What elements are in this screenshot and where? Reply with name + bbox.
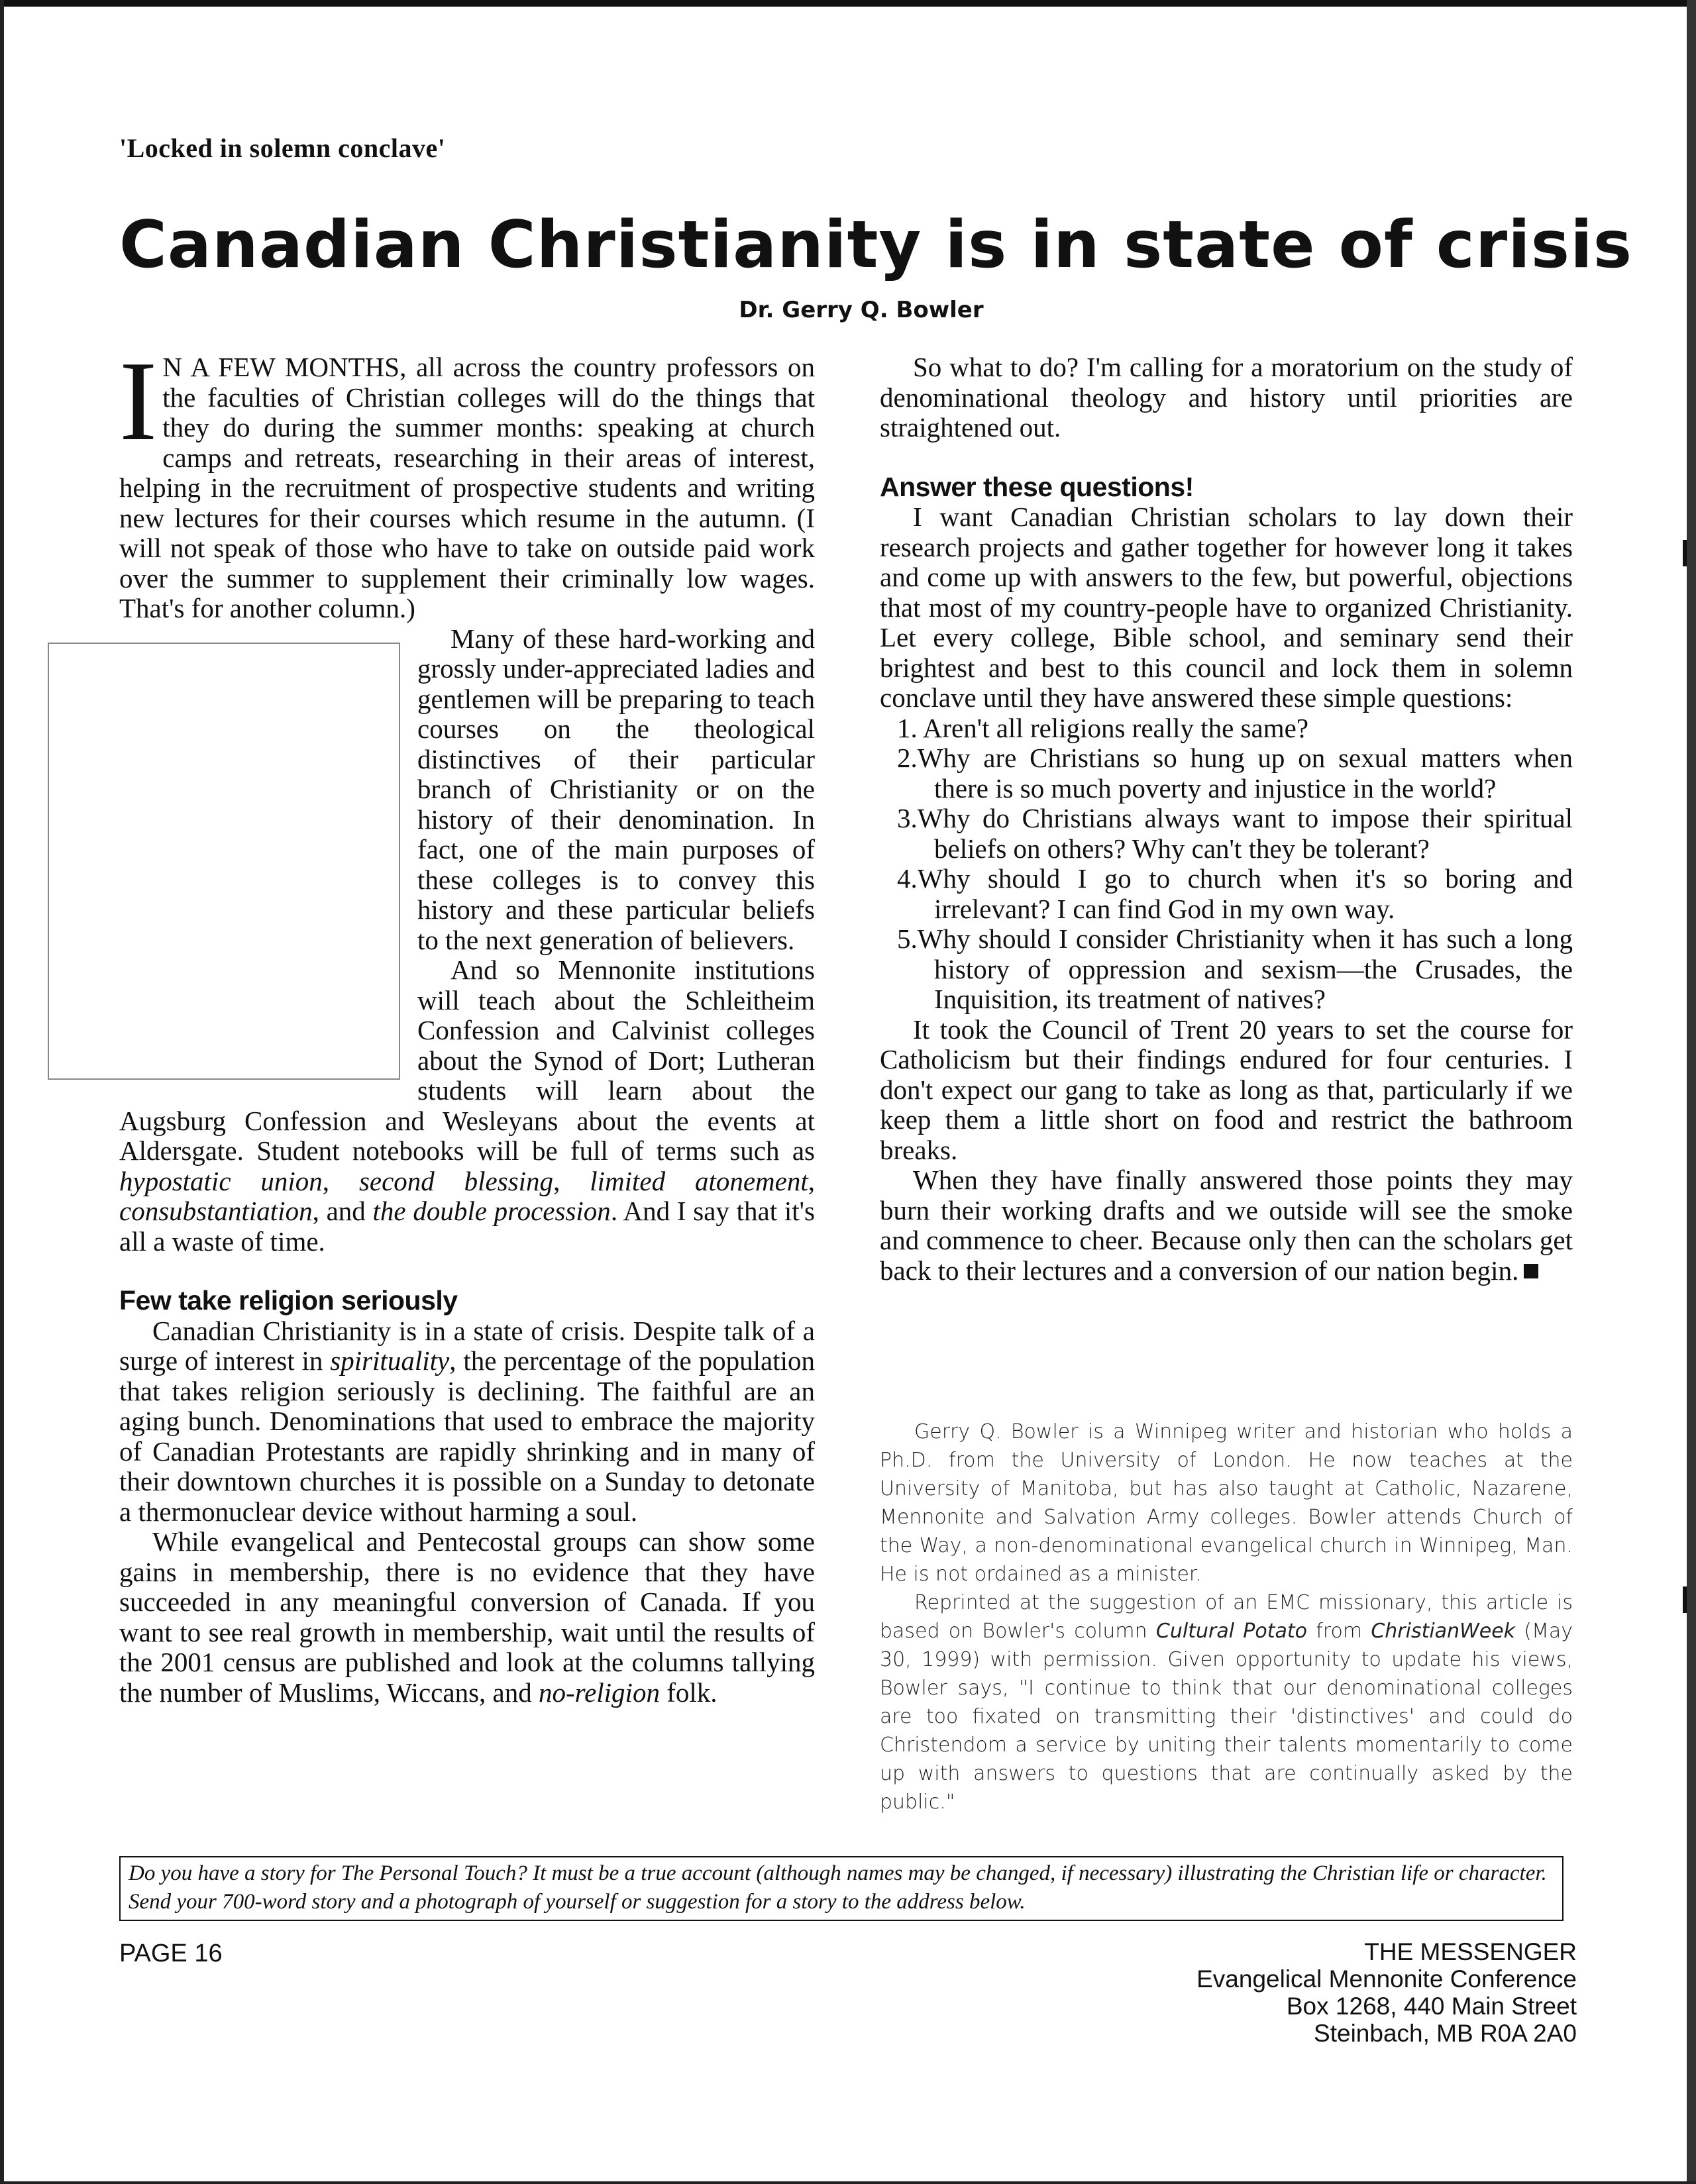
author-bio — [880, 1418, 1573, 1816]
bio-text: (May 30, 1999) with permission. Given opportunity to update his views, Bowler says, "I continue to think that our denominational colleges are too fixated on transmitting their 'distinctives' and could do Christendom a service by uniting their talents momentarily to come up with answers to questions that are continually asked by the public." — [880, 1620, 1573, 1814]
paragraph-1 — [119, 338, 815, 624]
paragraph-9 — [880, 1165, 1573, 1286]
publisher-address — [1196, 1938, 1577, 2047]
emphasis: no-religion — [538, 1677, 660, 1708]
paragraph-4-text: Canadian Christianity is in a state of crisis. Despite talk of a surge of interest in — [119, 1315, 815, 1376]
paragraph-8: It took the Council of Trent 20 years to set the course for Catholicism but their findings endured for four centuries. I don't expect our gang to take as long as that, particularly if we keep them a little short on food and restrict the bathroom breaks. — [880, 1014, 1573, 1165]
question-item: 2.Why are Christians so hung up on sexual matters when there is so much poverty and injustice in the world? — [897, 743, 1573, 804]
emphasis: spirituality — [330, 1345, 450, 1376]
page-number: PAGE 16 — [119, 1940, 223, 1967]
address-line: THE MESSENGER — [1364, 1938, 1577, 1965]
term: the double procession — [372, 1196, 611, 1226]
question-item: 5.Why should I consider Christianity when it has such a long history of oppression and sexism—the Crusades, the Inquisition, its treatment of natives? — [897, 923, 1573, 1014]
right-column — [880, 352, 1573, 1286]
paragraph-5 — [119, 1527, 815, 1708]
spacer — [119, 1257, 815, 1286]
scan-edge-right — [1687, 0, 1696, 2184]
paragraph-7: I want Canadian Christian scholars to lay down their research projects and gather together for however long it takes and come up with answers to the few, but powerful, objections that most of my country-people have to organized Christianity. Let every college, Bible school, and seminary send their brightest and best to this council and lock them in solemn conclave until they have answered these simple questions: — [880, 501, 1573, 713]
subheading-few-take-religion: Few take religion seriously — [119, 1285, 458, 1316]
paragraph-2 — [119, 624, 815, 956]
separator: , — [322, 1165, 359, 1196]
paragraph-9-text: When they have finally answered those points they may burn their working drafts and we outside will see the smoke and commence to cheer. Because only then can the scholars get back to their lectures and a conversion of our nation begin. — [880, 1165, 1573, 1286]
bio-text: from — [1307, 1620, 1371, 1643]
paragraph-6: So what to do? I'm calling for a moratorium on the study of denominational theology and history until priorities are straightened out. — [880, 352, 1573, 442]
scan-mark — [1683, 1586, 1687, 1613]
paragraph-1-text: N A FEW MONTHS, all across the country professors on the faculties of Christian colleges will do the things that they do during the summer months: speaking at church camps and retreats, researching in their areas of interest, helping in the recruitment of prospective students and writing new lectures for their courses which resume in the autumn. (I will not speak of those who have to take on outside paid work over the summer to supplement their criminally low wages. That's for another column.) — [119, 352, 815, 623]
address-line: Evangelical Mennonite Conference — [1196, 1965, 1577, 1993]
paragraph-3-text: And so Mennonite institutions will teach about the Schleitheim Confession and Calvinist colleges about the Synod of Dort; Lutheran students will learn about the Augsburg Confession and Wesleyans about the events at Aldersgate. Student notebooks will be full of terms such as — [119, 955, 815, 1166]
drop-cap: I — [119, 338, 158, 464]
paragraph-5-text: While evangelical and Pentecostal groups can show some gains in membership, there is no evidence that they have succeeded in any meaningful conversion of Canada. If you want to see real growth in membership, wait until the results of the 2001 census are published and look at the columns tallying the number of Muslims, Wiccans, and — [119, 1526, 815, 1708]
article-title: Canadian Christianity is in state of crisis — [119, 207, 1633, 283]
column-name: Cultural Potato — [1155, 1620, 1307, 1643]
paragraph-5-end: folk. — [659, 1677, 717, 1708]
term: limited atonement — [590, 1165, 808, 1196]
photo-placeholder — [48, 643, 400, 1080]
end-mark-icon — [1524, 1264, 1538, 1278]
term: consubstantiation — [119, 1196, 313, 1226]
separator: , and — [312, 1196, 373, 1226]
paragraph-4 — [119, 1316, 815, 1528]
paragraph-4-end: , the percentage of the population that takes religion seriously is declining. The faithful are an aging bunch. Denominations that used to embrace the majority of Canadian Protestants are rapidly shrinking and in many of their downtown churches it is possible on a Sunday to detonate a thermonuclear device without harming a soul. — [119, 1345, 815, 1527]
question-item: 4.Why should I go to church when it's so boring and irrelevant? I can find God in my own way. — [897, 863, 1573, 924]
story-callout-box: Do you have a story for The Personal Touch? It must be a true account (although names may be changed, if necessary) illustrating the Christian life or character. Send your 700-word story and a photograph of yourself or suggestion for a story to the address below. — [119, 1856, 1564, 1921]
kicker: 'Locked in solemn conclave' — [119, 133, 446, 163]
scan-edge-top — [0, 0, 1696, 7]
term: hypostatic union — [119, 1165, 323, 1196]
term: second blessing — [358, 1165, 554, 1196]
separator: , — [553, 1165, 590, 1196]
byline: Dr. Gerry Q. Bowler — [739, 297, 984, 323]
publication-name: ChristianWeek — [1371, 1620, 1516, 1643]
separator: , — [808, 1165, 815, 1196]
paragraph-3-end: . And I say that it's all a waste of time. — [119, 1196, 816, 1257]
question-item: 3.Why do Christians always want to impose their spiritual beliefs on others? Why can't they be tolerant? — [897, 803, 1573, 864]
question-item: 1. Aren't all religions really the same? — [897, 712, 1309, 743]
scan-mark — [1683, 540, 1687, 566]
bio-paragraph-2 — [880, 1588, 1573, 1816]
paragraph-2-text: Many of these hard-working and grossly under-appreciated ladies and gentlemen will be preparing to teach courses on the theological distinctives of their particular branch of Christianity or on the history of their denomination. In fact, one of the main purposes of these colleges is to convey this history and these particular beliefs to the next generation of believers. — [417, 623, 815, 955]
scan-edge-left — [0, 0, 4, 2184]
bio-paragraph-1: Gerry Q. Bowler is a Winnipeg writer and historian who holds a Ph.D. from the University of London. He now teaches at the University of Manitoba, but has also taught at Catholic, Nazarene, Mennonite and Salvation Army colleges. Bowler attends Church of the Way, a non-denominational evangelical church in Winnipeg, Man. He is not ordained as a minister. — [880, 1420, 1573, 1586]
address-line: Steinbach, MB R0A 2A0 — [1314, 2020, 1577, 2047]
scan-edge-bottom — [0, 2181, 1696, 2184]
address-line: Box 1268, 440 Main Street — [1286, 1993, 1577, 2020]
question-list — [880, 713, 1573, 1015]
left-column — [119, 338, 816, 1708]
spacer — [880, 443, 1573, 472]
bio-text: Reprinted at the suggestion of an EMC missionary, this article is based on Bowler's column — [880, 1591, 1573, 1643]
subheading-answer-questions: Answer these questions! — [880, 471, 1194, 502]
